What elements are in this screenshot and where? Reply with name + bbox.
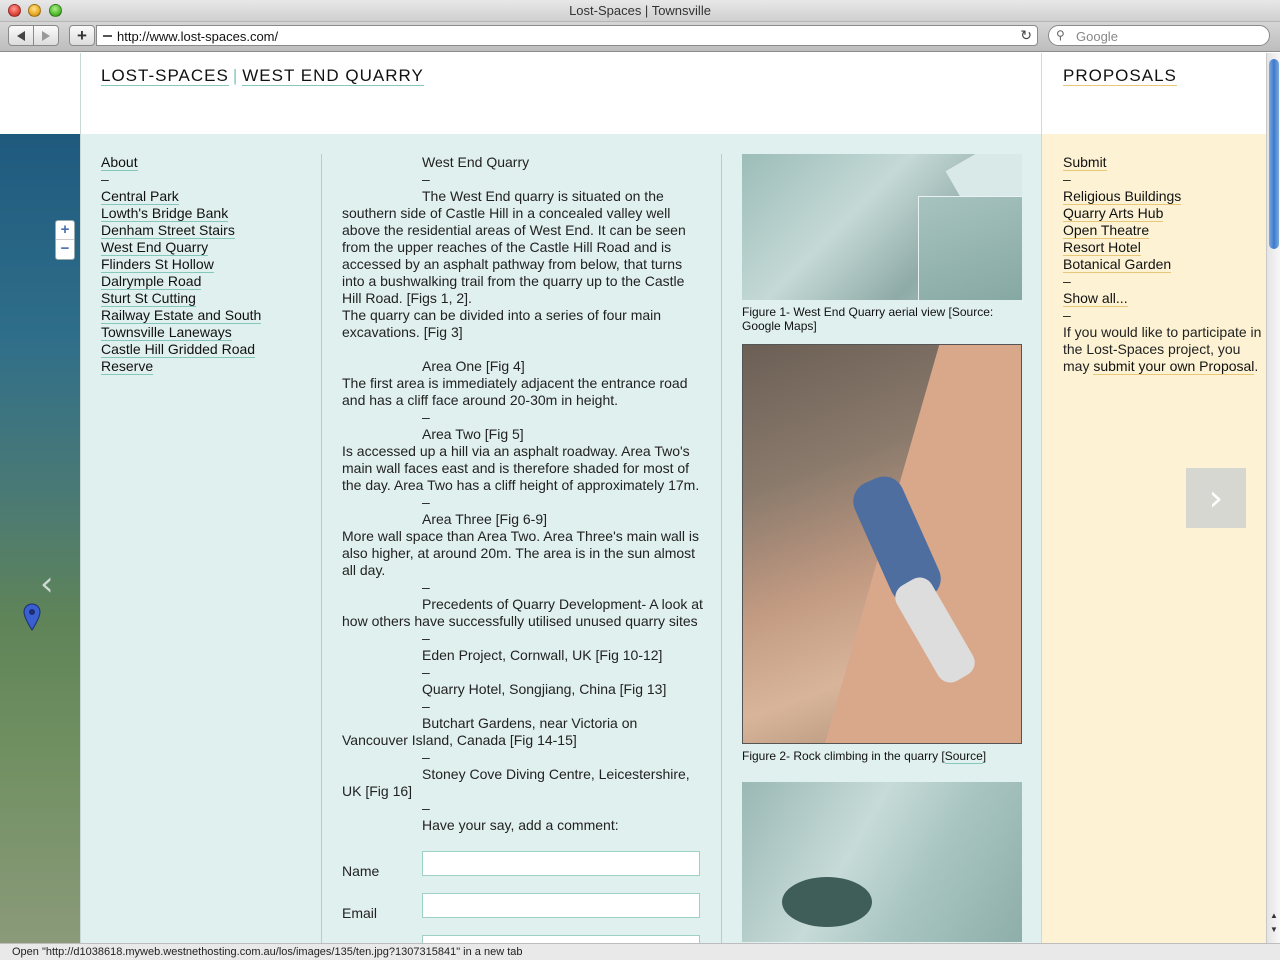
article-dash: – <box>422 171 430 187</box>
figure-aerial-image[interactable] <box>742 154 1022 300</box>
map-pond-shape <box>782 877 872 927</box>
article-dash: – <box>422 749 430 765</box>
name-label: Name <box>342 863 380 879</box>
proposals-link[interactable]: PROPOSALS <box>1063 66 1177 85</box>
figure-2-caption <box>742 749 1022 763</box>
nav-item[interactable]: Railway Estate and South <box>101 307 262 323</box>
area-one-title: Area One [Fig 4] <box>422 358 525 374</box>
figure-2-caption-suffix: ] <box>982 749 987 763</box>
proposals-sidebar <box>1041 53 1266 943</box>
comment-row <box>342 935 704 943</box>
location-nav <box>101 154 311 375</box>
page-scrollbar[interactable] <box>1266 53 1280 943</box>
precedent-stoney: Stoney Cove Diving Centre, Leicestershire, UK [Fig 16] <box>342 766 690 799</box>
scroll-up-arrow-icon[interactable]: ▲ <box>1270 911 1278 920</box>
page-icon <box>103 35 112 37</box>
proposal-item[interactable]: Open Theatre <box>1063 222 1150 238</box>
nav-item[interactable]: Reserve <box>101 358 154 374</box>
forward-arrow-icon <box>42 31 50 41</box>
sidebar-dash: – <box>1063 273 1071 289</box>
page <box>0 53 1266 943</box>
area-three-title: Area Three [Fig 6-9] <box>422 511 548 527</box>
comment-input[interactable] <box>422 935 700 943</box>
column-divider <box>321 154 322 943</box>
nav-item[interactable]: Flinders St Hollow <box>101 256 214 272</box>
figure-map-image[interactable] <box>742 782 1022 942</box>
nav-about-link[interactable]: About <box>101 154 138 170</box>
email-input[interactable] <box>422 893 700 918</box>
nav-item[interactable]: Sturt St Cutting <box>101 290 196 306</box>
browser-toolbar <box>0 22 1280 52</box>
search-icon: ⚲ <box>1056 28 1065 42</box>
scroll-thumb[interactable] <box>1269 59 1279 249</box>
article-paragraph: The quarry can be divided into a series of four main excavations. [Fig 3] <box>342 307 662 340</box>
proposals-nav <box>1063 154 1263 375</box>
proposal-item[interactable]: Quarry Arts Hub <box>1063 205 1164 221</box>
reload-icon[interactable]: ↻ <box>1020 27 1032 43</box>
scroll-down-arrow-icon[interactable]: ▼ <box>1270 925 1278 934</box>
precedent-hotel: Quarry Hotel, Songjiang, China [Fig 13] <box>422 681 667 697</box>
search-placeholder: Google <box>1076 29 1118 44</box>
figure-1-caption: Figure 1- West End Quarry aerial view [Source: Google Maps] <box>742 305 994 333</box>
zoom-out-button[interactable]: − <box>60 240 70 257</box>
article-dash: – <box>422 800 430 816</box>
forward-button[interactable] <box>33 25 59 46</box>
area-two-title: Area Two [Fig 5] <box>422 426 524 442</box>
address-bar[interactable] <box>96 25 1038 46</box>
back-arrow-icon <box>17 31 25 41</box>
site-title <box>101 66 424 86</box>
name-row <box>342 851 704 893</box>
proposals-title <box>1063 66 1177 86</box>
proposal-item[interactable]: Botanical Garden <box>1063 256 1172 272</box>
zoom-in-button[interactable]: + <box>56 221 74 240</box>
sidebar-dash: – <box>1063 171 1071 187</box>
aerial-inset-image <box>918 196 1022 300</box>
plus-icon: + <box>77 26 87 45</box>
satellite-map[interactable] <box>0 134 80 943</box>
article-dash: – <box>422 579 430 595</box>
nav-item[interactable]: Dalrymple Road <box>101 273 202 289</box>
map-zoom-control <box>55 220 75 260</box>
url-text[interactable]: http://www.lost-spaces.com/ <box>117 29 279 44</box>
nav-item[interactable]: Townsville Laneways <box>101 324 232 340</box>
window-title: Lost-Spaces | Townsville <box>569 3 711 18</box>
precedent-eden: Eden Project, Cornwall, UK [Fig 10-12] <box>422 647 663 663</box>
window-titlebar <box>0 0 1280 22</box>
nav-item[interactable]: Central Park <box>101 188 179 204</box>
article-dash: – <box>422 698 430 714</box>
nav-dash: – <box>101 171 109 187</box>
article <box>342 154 704 943</box>
map-marker-icon[interactable] <box>23 603 41 631</box>
figures-column <box>742 154 1022 942</box>
sidebar-dash: – <box>1063 307 1071 323</box>
site-home-link[interactable]: LOST-SPACES <box>101 66 229 85</box>
submit-link[interactable]: Submit <box>1063 154 1107 170</box>
name-input[interactable] <box>422 851 700 876</box>
figure-2-caption-prefix: Figure 2- Rock climbing in the quarry [ <box>742 749 945 763</box>
next-slide-button[interactable] <box>1186 468 1246 528</box>
article-dash: – <box>422 630 430 646</box>
header-divider <box>80 53 81 134</box>
submit-proposal-link[interactable]: submit your own Proposal <box>1093 358 1255 374</box>
precedent-butchart: Butchart Gardens, near Victoria on Vancouver Island, Canada [Fig 14-15] <box>342 715 638 748</box>
figure-2-source-link[interactable]: Source <box>944 749 983 763</box>
area-three-text: More wall space than Area Two. Area Three's main wall is also higher, at around 20m. The area is in the sun almost all day. <box>342 528 699 578</box>
area-one-text: The first area is immediately adjacent the entrance road and has a cliff face around 20-30m in height. <box>342 375 688 408</box>
article-title: West End Quarry <box>422 154 530 170</box>
proposal-item[interactable]: Resort Hotel <box>1063 239 1141 255</box>
title-separator: | <box>232 66 239 85</box>
show-all-link[interactable]: Show all... <box>1063 290 1128 306</box>
nav-item[interactable]: Denham Street Stairs <box>101 222 235 238</box>
nav-item[interactable]: Castle Hill Gridded Road <box>101 341 256 357</box>
article-intro: The West End quarry is situated on the southern side of Castle Hill in a concealed valley well above the residential areas of West End. It can be seen from the upper reaches of the Castle Hill Road and is accessed by an asphalt pathway from below, that turns into a bushwalking trail from the quarry up to the Castle Hill Road. [Figs 1, 2]. <box>342 188 686 306</box>
back-button[interactable] <box>8 25 34 46</box>
chevron-right-icon: › <box>1208 477 1224 519</box>
article-dash: – <box>422 409 430 425</box>
section-link[interactable]: WEST END QUARRY <box>242 66 424 85</box>
participate-suffix: . <box>1254 358 1259 374</box>
participate-prefix: If you would like to participate in the Lost-Spaces project, you may <box>1063 324 1262 374</box>
participate-text <box>1063 324 1263 375</box>
area-two-text: Is accessed up a hill via an asphalt roadway. Area Two's main wall faces east and is therefore shaded for most of the day. Area Two has a cliff height of approximately 17m. <box>342 443 700 493</box>
proposal-item[interactable]: Religious Buildings <box>1063 188 1182 204</box>
email-label: Email <box>342 905 378 921</box>
comment-prompt: Have your say, add a comment: <box>422 817 619 833</box>
column-divider <box>721 154 722 943</box>
precedents-text: Precedents of Quarry Development- A look at how others have successfully utilised unused quarry sites <box>342 596 703 629</box>
email-row <box>342 893 704 935</box>
article-dash: – <box>422 494 430 510</box>
map-prev-arrow-icon[interactable]: ‹ <box>40 564 54 604</box>
status-bar: Open "http://d1038618.myweb.westnethosting.com.au/los/images/135/ten.jpg?1307315841" in a new tab <box>0 943 1280 960</box>
nav-item[interactable]: Lowth's Bridge Bank <box>101 205 229 221</box>
article-dash: – <box>422 664 430 680</box>
nav-item-current[interactable]: West End Quarry <box>101 239 209 255</box>
figure-climbing-image[interactable] <box>742 344 1022 744</box>
add-bookmark-button[interactable] <box>69 25 95 46</box>
search-field[interactable] <box>1048 25 1270 46</box>
